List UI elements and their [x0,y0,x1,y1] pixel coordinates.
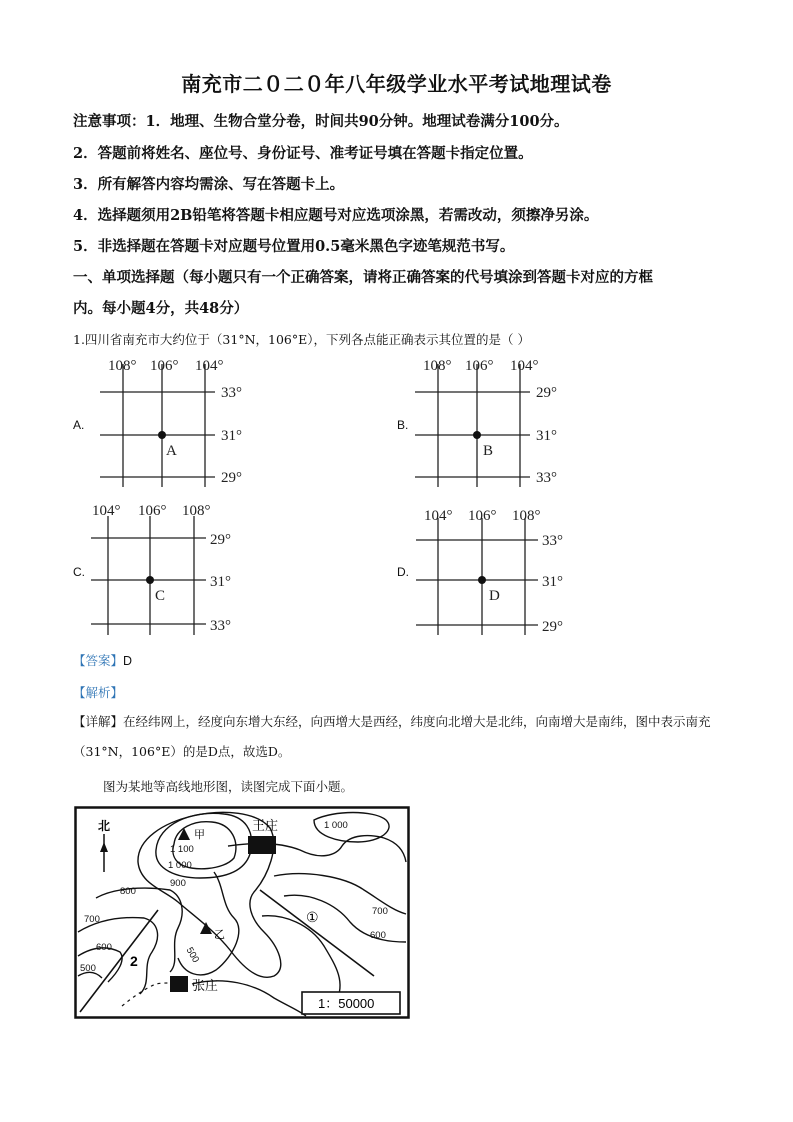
option-b-lat-1: 29° [536,385,557,401]
option-d-lat-3: 29° [542,619,563,635]
option-b-lat-2: 31° [536,428,557,444]
answer-tag: 【答案】 [73,654,124,668]
marker-2-label: 2 [130,953,138,969]
village-wang-icon [248,836,276,854]
option-d-lat-2: 31° [542,574,563,590]
note-line-3: 3．所有解答内容均需涂、写在答题卡上。 [73,176,345,193]
option-c-point-label: C [155,588,166,604]
map-frame [76,808,409,1018]
analysis-tag: 【解析】 [73,686,124,700]
contour-label-7: 600 [96,942,112,953]
option-c-lat-3: 33° [210,618,231,634]
option-d-lon-2: 106° [468,508,497,524]
contour-label-2: 1 000 [324,820,348,831]
answer-line [73,651,132,669]
option-d-lat-1: 33° [542,533,563,549]
contour-label-9: 500 [183,945,202,965]
section-heading-line1: 一、单项选择题（每小题只有一个正确答案，请将正确答案的代号填涂到答题卡对应的方框 [73,269,653,286]
contour-label-1: 1 100 [170,844,194,855]
village-wang-label: 王庄 [252,818,279,833]
contour-label-10: 700 [372,906,388,917]
option-d-point-label: D [489,588,500,604]
village-zhang-label: 张庄 [192,978,219,993]
analysis-line [73,683,123,701]
option-a-grid [95,352,255,492]
option-b-lon-3: 104° [510,358,539,374]
page-title: 南充市二０二０年八年级学业水平考试地理试卷 [181,72,612,96]
question-1-stem: 1.四川省南充市大约位于（31°N，106°E），下列各点能正确表示其位置的是（ ） [73,332,530,347]
note-line-1: 注意事项：1．地理、生物合堂分卷，时间共90分钟。地理试卷满分100分。 [73,113,569,130]
detail-paragraph [73,707,723,767]
option-b-lat-3: 33° [536,470,557,486]
option-d-label: D. [397,565,409,579]
map-intro: 图为某地等高线地形图，读图完成下面小题。 [103,779,354,794]
option-c-lon-1: 104° [92,503,121,519]
option-d-grid [412,500,572,640]
contour-label-3: 1 000 [168,860,192,871]
option-a-lon-2: 106° [150,358,179,374]
answer-value: D [123,654,133,668]
peak-yi-label: 乙 [214,929,225,941]
option-c-lon-3: 108° [182,503,211,519]
option-c-lon-2: 106° [138,503,167,519]
option-a-lon-1: 108° [108,358,137,374]
note-line-4: 4．选择题须用2B铅笔将答题卡相应题号对应选项涂黑，若需改动，须擦净另涂。 [73,207,599,224]
option-b-grid [410,352,570,492]
scale-label: 1：50000 [318,996,375,1011]
option-b-lon-1: 108° [423,358,452,374]
option-b-lon-2: 106° [465,358,494,374]
contour-label-6: 700 [84,914,100,925]
option-a-lat-1: 33° [221,385,242,401]
note-line-2: 2．答题前将姓名、座位号、身份证号、准考证号填在答题卡指定位置。 [73,145,533,162]
peak-jia-label: 甲 [194,829,205,841]
option-a-lon-3: 104° [195,358,224,374]
detail-text: 在经纬网上，经度向东增大东经，向西增大是西经，纬度向北增大是北纬，向南增大是南纬，图中表示南充（31°N，106°E）的是D点，故选D。 [73,714,711,759]
option-a-point-label: A [166,443,177,459]
option-b-point-label: B [483,443,494,459]
option-a-lat-3: 29° [221,470,242,486]
contour-label-11: 600 [370,930,386,941]
option-c-lat-2: 31° [210,574,231,590]
option-b-label: B. [397,418,409,432]
option-a-label: A. [73,418,85,432]
option-c-grid [88,500,248,640]
village-zhang-icon [170,976,188,992]
option-d-lon-1: 104° [424,508,453,524]
option-c-label: C. [73,565,85,579]
contour-label-4: 900 [170,878,186,889]
north-label: 北 [98,819,111,833]
option-a-lat-2: 31° [221,428,242,444]
note-line-5: 5．非选择题在答题卡对应题号位置用0.5毫米黑色字迹笔规范书写。 [73,238,515,255]
contour-map [74,806,410,1020]
option-d-lon-3: 108° [512,508,541,524]
marker-1-label: ① [306,909,319,925]
option-c-lat-1: 29° [210,532,231,548]
section-heading-line2: 内。每小题4分，共48分） [73,300,249,317]
detail-tag: 【详解】 [73,714,124,729]
contour-label-5: 800 [120,886,136,897]
contour-label-8: 500 [80,963,96,974]
